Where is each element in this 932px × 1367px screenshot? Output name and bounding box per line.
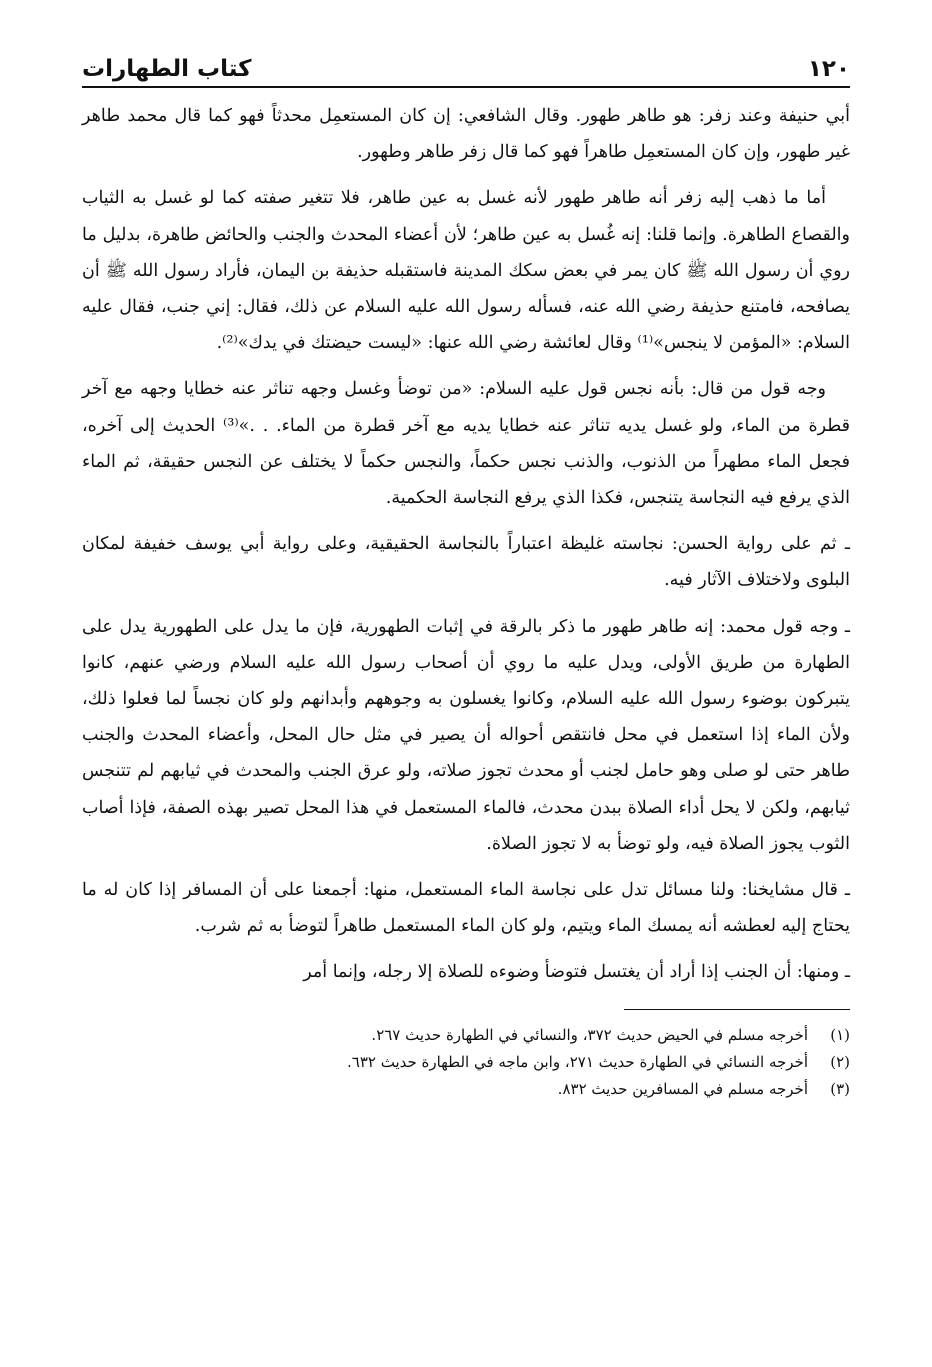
footnote: [82, 1049, 850, 1076]
footnote-text: أخرجه مسلم في الحيض حديث ٣٧٢، والنسائي في الطهارة حديث ٢٦٧.: [371, 1025, 808, 1044]
footnote-text: أخرجه النسائي في الطهارة حديث ٢٧١، وابن ماجه في الطهارة حديث ٦٣٢.: [347, 1052, 808, 1071]
footnotes-list: [82, 1022, 850, 1103]
footnote-number: (١): [830, 1025, 850, 1044]
paragraph-impurity-argument: وجه قول من قال: بأنه نجس قول عليه السلام: «من توضأ وغسل وجهه تناثر عنه خطايا وجهه مع آخر قطرة من الماء، ولو غسل يديه تناثر عنه خطايا يديه مع آخر قطرة من الماء. . .»⁽³⁾ الحديث إلى آخره، فجعل الماء مطهراً من الذنوب، والذنب نجس حكماً، والنجس حكماً لا يختلف عن النجس حقيقة، ثم الماء الذي يرفع فيه النجاسة يتنجس، فكذا الذي يرفع النجاسة الحكمية.: [82, 379, 850, 509]
paragraph-continuation: أبي حنيفة وعند زفر: هو طاهر طهور. وقال الشافعي: إن كان المستعمِل محدثاً فهو كما قال محمد طاهر غير طهور، وإن كان المستعمِل طاهراً فهو كما قال زفر طاهر وطهور.: [82, 106, 850, 163]
paragraph-zufar-opinion: أما ما ذهب إليه زفر أنه طاهر طهور لأنه غسل به عين طاهر، فلا تتغير صفته كما لو غسل به الثياب والقصاع الطاهرة. وإنما قلنا: إنه غُسل به عين طاهر؛ لأن أعضاء المحدث والجنب والحائض طاهرة، بدليل ما روي أن رسول الله ﷺ كان يمر في بعض سكك المدينة فاستقبله حذيفة بن اليمان، فأراد رسول الله ﷺ أن يصافحه، فامتنع حذيفة رضي الله عنه، فسأله رسول الله عليه السلام عن ذلك، فقال: إني جنب، فقال عليه السلام: «المؤمن لا ينجس»⁽¹⁾ وقال لعائشة رضي الله عنها: «ليست حيضتك في يدك»⁽²⁾.: [82, 188, 850, 354]
footnote-number: (٢): [830, 1052, 850, 1071]
paragraph-muhammad-opinion: ـ وجه قول محمد: إنه طاهر طهور ما ذكر بالرقة في إثبات الطهورية، فإن ما يدل على الطهورية يدل على الطهارة من طريق الأولى، ويدل عليه ما روي أن أصحاب رسول الله عليه السلام ورضي عنهم، كانوا يتبركون بوضوء رسول الله عليه السلام، وكانوا يغسلون به وجوههم وأبدانهم ولو كان نجساً لما فعلوا ذلك، ولأن الماء إذا استعمل في محل فانتقص أحواله أن يصير في مثل حال المحل، وأعضاء المحدث والجنب طاهر حتى لو صلى وهو حامل لجنب أو محدث تجوز صلاته، ولو عرق الجنب والمحدث في ثيابهم لم تتنجس ثيابهم، ولكن لا يحل أداء الصلاة ببدن محدث، فالماء المستعمل في هذا المحل تصير بهذه الصفة، فإذا أصاب الثوب يجوز الصلاة فيه، ولو توضأ به لا تجوز الصلاة.: [82, 616, 850, 854]
paragraph-junub-issue: ـ ومنها: أن الجنب إذا أراد أن يغتسل فتوضأ وضوءه للصلاة إلا رجله، وإنما أمر: [303, 962, 850, 983]
footnote-divider: [624, 1009, 850, 1010]
running-title: كتاب الطهارات: [82, 56, 252, 82]
paragraph-hasan-narration: ـ ثم على رواية الحسن: نجاسته غليظة اعتباراً بالنجاسة الحقيقية، وعلى رواية أبي يوسف خفيفة لمكان البلوى ولاختلاف الآثار فيه.: [82, 534, 850, 591]
page-header: [82, 44, 850, 88]
main-text: [82, 98, 850, 991]
page-number: ١٢٠: [807, 56, 850, 82]
footnote: [82, 1022, 850, 1049]
footnote: [82, 1076, 850, 1103]
footnote-text: أخرجه مسلم في المسافرين حديث ٨٣٢.: [557, 1079, 808, 1098]
footnote-number: (٣): [830, 1079, 850, 1098]
paragraph-scholars-issues: ـ قال مشايخنا: ولنا مسائل تدل على نجاسة الماء المستعمل، منها: أجمعنا على أن المسافر إذا كان له ما يحتاج إليه لعطشه أنه يمسك الماء ويتيم، ولو كان الماء المستعمل طاهراً لتوضأ به ثم شرب.: [82, 880, 850, 937]
